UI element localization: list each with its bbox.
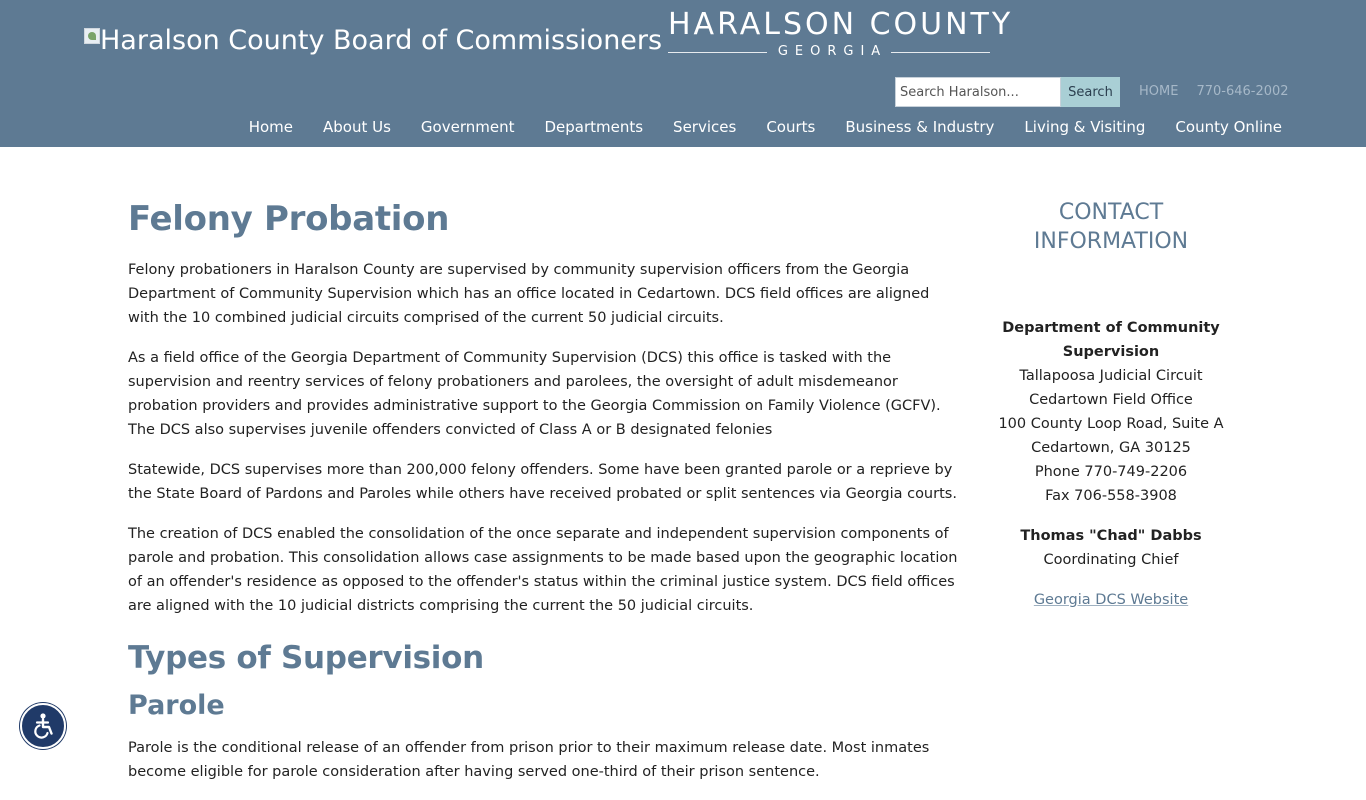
- wheelchair-accessibility-icon: [28, 711, 58, 741]
- paragraph-statewide: Statewide, DCS supervises more than 200,000 felony offenders. Some have been granted parole or a reprieve by the State Board of Pardons and Paroles while others have received probated or split sentences via Georgia courts.: [128, 462, 957, 502]
- nav-item-departments[interactable]: Departments: [544, 118, 644, 136]
- subsection-heading-parole: Parole: [128, 690, 225, 721]
- logo-alt-text: Haralson County Board of Commissioners: [100, 25, 663, 56]
- brand-divider-right: [891, 52, 990, 53]
- sidebar-title: CONTACT INFORMATION: [1033, 200, 1189, 254]
- county-logo[interactable]: [84, 24, 662, 54]
- nav-item-services[interactable]: Services: [673, 118, 737, 136]
- contact-chief-title: Coordinating Chief: [1043, 552, 1179, 568]
- nav-item-home[interactable]: Home: [248, 118, 293, 136]
- nav-item-county-online[interactable]: County Online: [1175, 118, 1282, 136]
- contact-office: Cedartown Field Office: [1029, 392, 1193, 408]
- search-form: [895, 77, 1120, 107]
- paragraph-field-office: As a field office of the Georgia Department of Community Supervision (DCS) this office is tasked with the supervision and reentry services of felony probationers and parolees, the oversight of adult misdemeanor probation providers and provides administrative support to the Georgia Commission on Family Violence (GCFV). The DCS also supervises juvenile offenders convicted of Class A or B designated felonies: [128, 350, 941, 438]
- search-button[interactable]: Search: [1061, 77, 1120, 107]
- brand-wordmark[interactable]: [668, 7, 1014, 60]
- utility-links: [1139, 84, 1289, 99]
- nav-item-about-us[interactable]: About Us: [322, 118, 391, 136]
- util-home-link[interactable]: HOME: [1139, 84, 1179, 99]
- contact-circuit: Tallapoosa Judicial Circuit: [1019, 368, 1203, 384]
- spacer: [996, 508, 1226, 524]
- nav-item-courts[interactable]: Courts: [766, 118, 816, 136]
- section-heading-types: Types of Supervision: [128, 640, 484, 676]
- main-content: [128, 198, 958, 800]
- site-header: [0, 0, 1366, 147]
- paragraph-parole: Parole is the conditional release of an offender from prison prior to their maximum release date. Most inmates become eligible for parole consideration after having served one-third of their prison sentence.: [128, 740, 930, 780]
- nav-item-government[interactable]: Government: [420, 118, 515, 136]
- nav-item-business-industry[interactable]: Business & Industry: [845, 118, 995, 136]
- search-input[interactable]: [895, 77, 1061, 107]
- contact-city: Cedartown, GA 30125: [1031, 440, 1191, 456]
- dcs-website-link[interactable]: Georgia DCS Website: [1033, 592, 1189, 608]
- nav-item-living-visiting[interactable]: Living & Visiting: [1024, 118, 1146, 136]
- contact-chief-name: Thomas "Chad" Dabbs: [1020, 528, 1202, 544]
- contact-address: 100 County Loop Road, Suite A: [998, 416, 1224, 432]
- paragraph-consolidation: The creation of DCS enabled the consolidation of the once separate and independent supervision components of parole and probation. This consolidation allows case assignments to be made based upon the geographic location of an offender's residence as opposed to the offender's status within the criminal justice system. DCS field offices are aligned with the 10 judicial districts comprising the current the 50 judicial circuits.: [128, 526, 958, 614]
- main-nav: [234, 116, 1282, 138]
- util-phone-link[interactable]: 770-646-2002: [1196, 84, 1289, 99]
- contact-org-name: Department of Community Supervision: [1002, 320, 1220, 360]
- broken-image-icon: [84, 28, 100, 44]
- page-title: Felony Probation: [128, 199, 450, 239]
- contact-phone: Phone 770-749-2206: [1034, 464, 1188, 480]
- accessibility-button[interactable]: [20, 703, 66, 749]
- brand-divider-left: [668, 52, 767, 53]
- spacer: [996, 572, 1226, 588]
- contact-sidebar: [996, 198, 1226, 612]
- brand-main-text: HARALSON COUNTY: [668, 7, 1014, 42]
- contact-fax: Fax 706-558-3908: [1045, 488, 1177, 504]
- brand-sub-text: GEORGIA: [777, 44, 888, 59]
- brand-sub-row: [668, 44, 990, 60]
- paragraph-intro: Felony probationers in Haralson County are supervised by community supervision officers from the Georgia Department of Community Supervision which has an office located in Cedartown. DCS field offices are aligned with the 10 combined judicial circuits comprised of the current 50 judicial circuits.: [128, 262, 930, 326]
